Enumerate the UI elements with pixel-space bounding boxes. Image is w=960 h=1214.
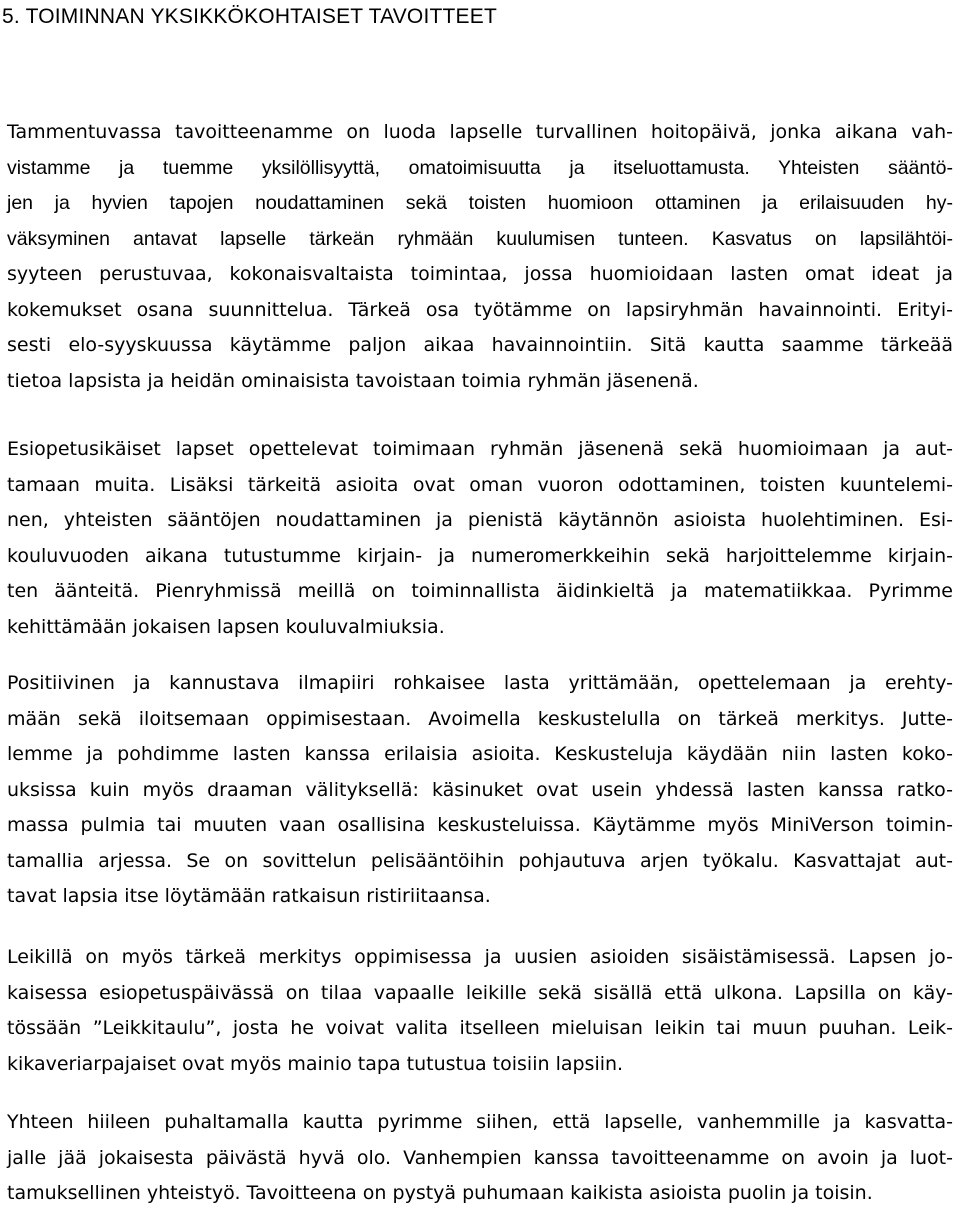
text-line: kaisessa esiopetuspäivässä on tilaa vapaalle leikille sekä sisällä että ulkona. Lapsilla on käy- [7,981,953,1004]
text-line: Esiopetusikäiset lapset opettelevat toimimaan ryhmän jäsenenä sekä huomioimaan ja aut- [7,438,953,460]
section-heading: 5. TOIMINNAN YKSIKKÖKOHTAISET TAVOITTEET [2,5,497,28]
paragraph-preschool [7,432,953,645]
text-line: Tammentuvassa tavoitteenamme on luoda lapselle turvallinen hoitopäivä, jonka aikana vah- [7,121,953,143]
paragraph-atmosphere [7,666,953,915]
text-line: ten äänteitä. Pienryhmissä meillä on toiminnallista äidinkieltä ja matematiikkaa. Pyrimme [7,580,953,602]
paragraph-cooperation [7,1105,953,1212]
paragraph-play [7,940,953,1082]
text-line: Positiivinen ja kannustava ilmapiiri rohkaisee lasta yrittämään, opettelemaan ja erehty- [7,672,953,694]
text-line: tamaan muita. Lisäksi tärkeitä asioita ovat oman vuoron odottaminen, toisten kuuntelemi- [7,473,953,496]
text-line: jen ja hyvien tapojen noudattaminen sekä toisten huomioon ottaminen ja erilaisuuden hy- [7,192,953,214]
text-line: kokemukset osana suunnittelua. Tärkeä osa työtämme on lapsiryhmän havainnointi. Erityi- [7,298,953,321]
paragraph-goals [7,115,953,399]
text-line: Yhteen hiileen puhaltamalla kautta pyrimme siihen, että lapselle, vanhemmille ja kasvatta- [7,1111,953,1133]
text-line: sesti elo-syyskuussa käytämme paljon aikaa havainnointiin. Sitä kautta saamme tärkeää [7,334,953,356]
text-line: väksyminen antavat lapselle tärkeän ryhmään kuulumisen tunteen. Kasvatus on lapsilähtöi- [7,227,953,250]
text-line: uksissa kuin myös draaman välityksellä: käsinuket ovat usein yhdessä lasten kanssa ratko- [7,778,953,801]
text-line: tietoa lapsista ja heidän ominaisista tavoistaan toimia ryhmän jäsenenä. [7,369,699,392]
text-line: tavat lapsia itse löytämään ratkaisun ristiriitaansa. [7,885,491,907]
text-line: kikaveriarpajaiset ovat myös mainio tapa tutustua toisiin lapsiin. [7,1052,624,1075]
text-line: Leikillä on myös tärkeä merkitys oppimisessa ja uusien asioiden sisäistämisessä. Lapsen jo- [7,946,953,968]
text-line: massa pulmia tai muuten vaan osallisina keskusteluissa. Käytämme myös MiniVerson toimin- [7,814,953,836]
text-line: mään sekä iloitsemaan oppimisestaan. Avoimella keskustelulla on tärkeä merkitys. Jutte- [7,707,953,730]
text-line: vistamme ja tuemme yksilöllisyyttä, omatoimisuutta ja itseluottamusta. Yhteisten sääntö- [7,156,953,179]
text-line: jalle jää jokaisesta päivästä hyvä olo. Vanhempien kanssa tavoitteenamme on avoin ja luot- [7,1146,953,1169]
text-line: kouluvuoden aikana tutustumme kirjain- ja numeromerkkeihin sekä harjoittelemme kirjain- [7,544,953,567]
text-line: tössään ”Leikkitaulu”, josta he voivat valita itselleen mieluisan leikin tai muun puuhan. Leik- [7,1017,953,1039]
text-line: tamallia arjessa. Se on sovittelun pelisääntöihin pohjautuva arjen työkalu. Kasvattajat aut- [7,849,953,872]
text-line: tamuksellinen yhteistyö. Tavoitteena on pystyä puhumaan kaikista asioista puolin ja toisin. [7,1182,873,1204]
text-line: kehittämään jokaisen lapsen kouluvalmiuksia. [7,615,445,638]
text-line: syyteen perustuvaa, kokonaisvaltaista toimintaa, jossa huomioidaan lasten omat ideat ja [7,263,953,285]
text-line: nen, yhteisten sääntöjen noudattaminen ja pienistä käytännön asioista huolehtiminen. Esi- [7,509,953,531]
text-line: lemme ja pohdimme lasten kanssa erilaisia asioita. Keskusteluja käydään niin lasten koko- [7,743,953,765]
